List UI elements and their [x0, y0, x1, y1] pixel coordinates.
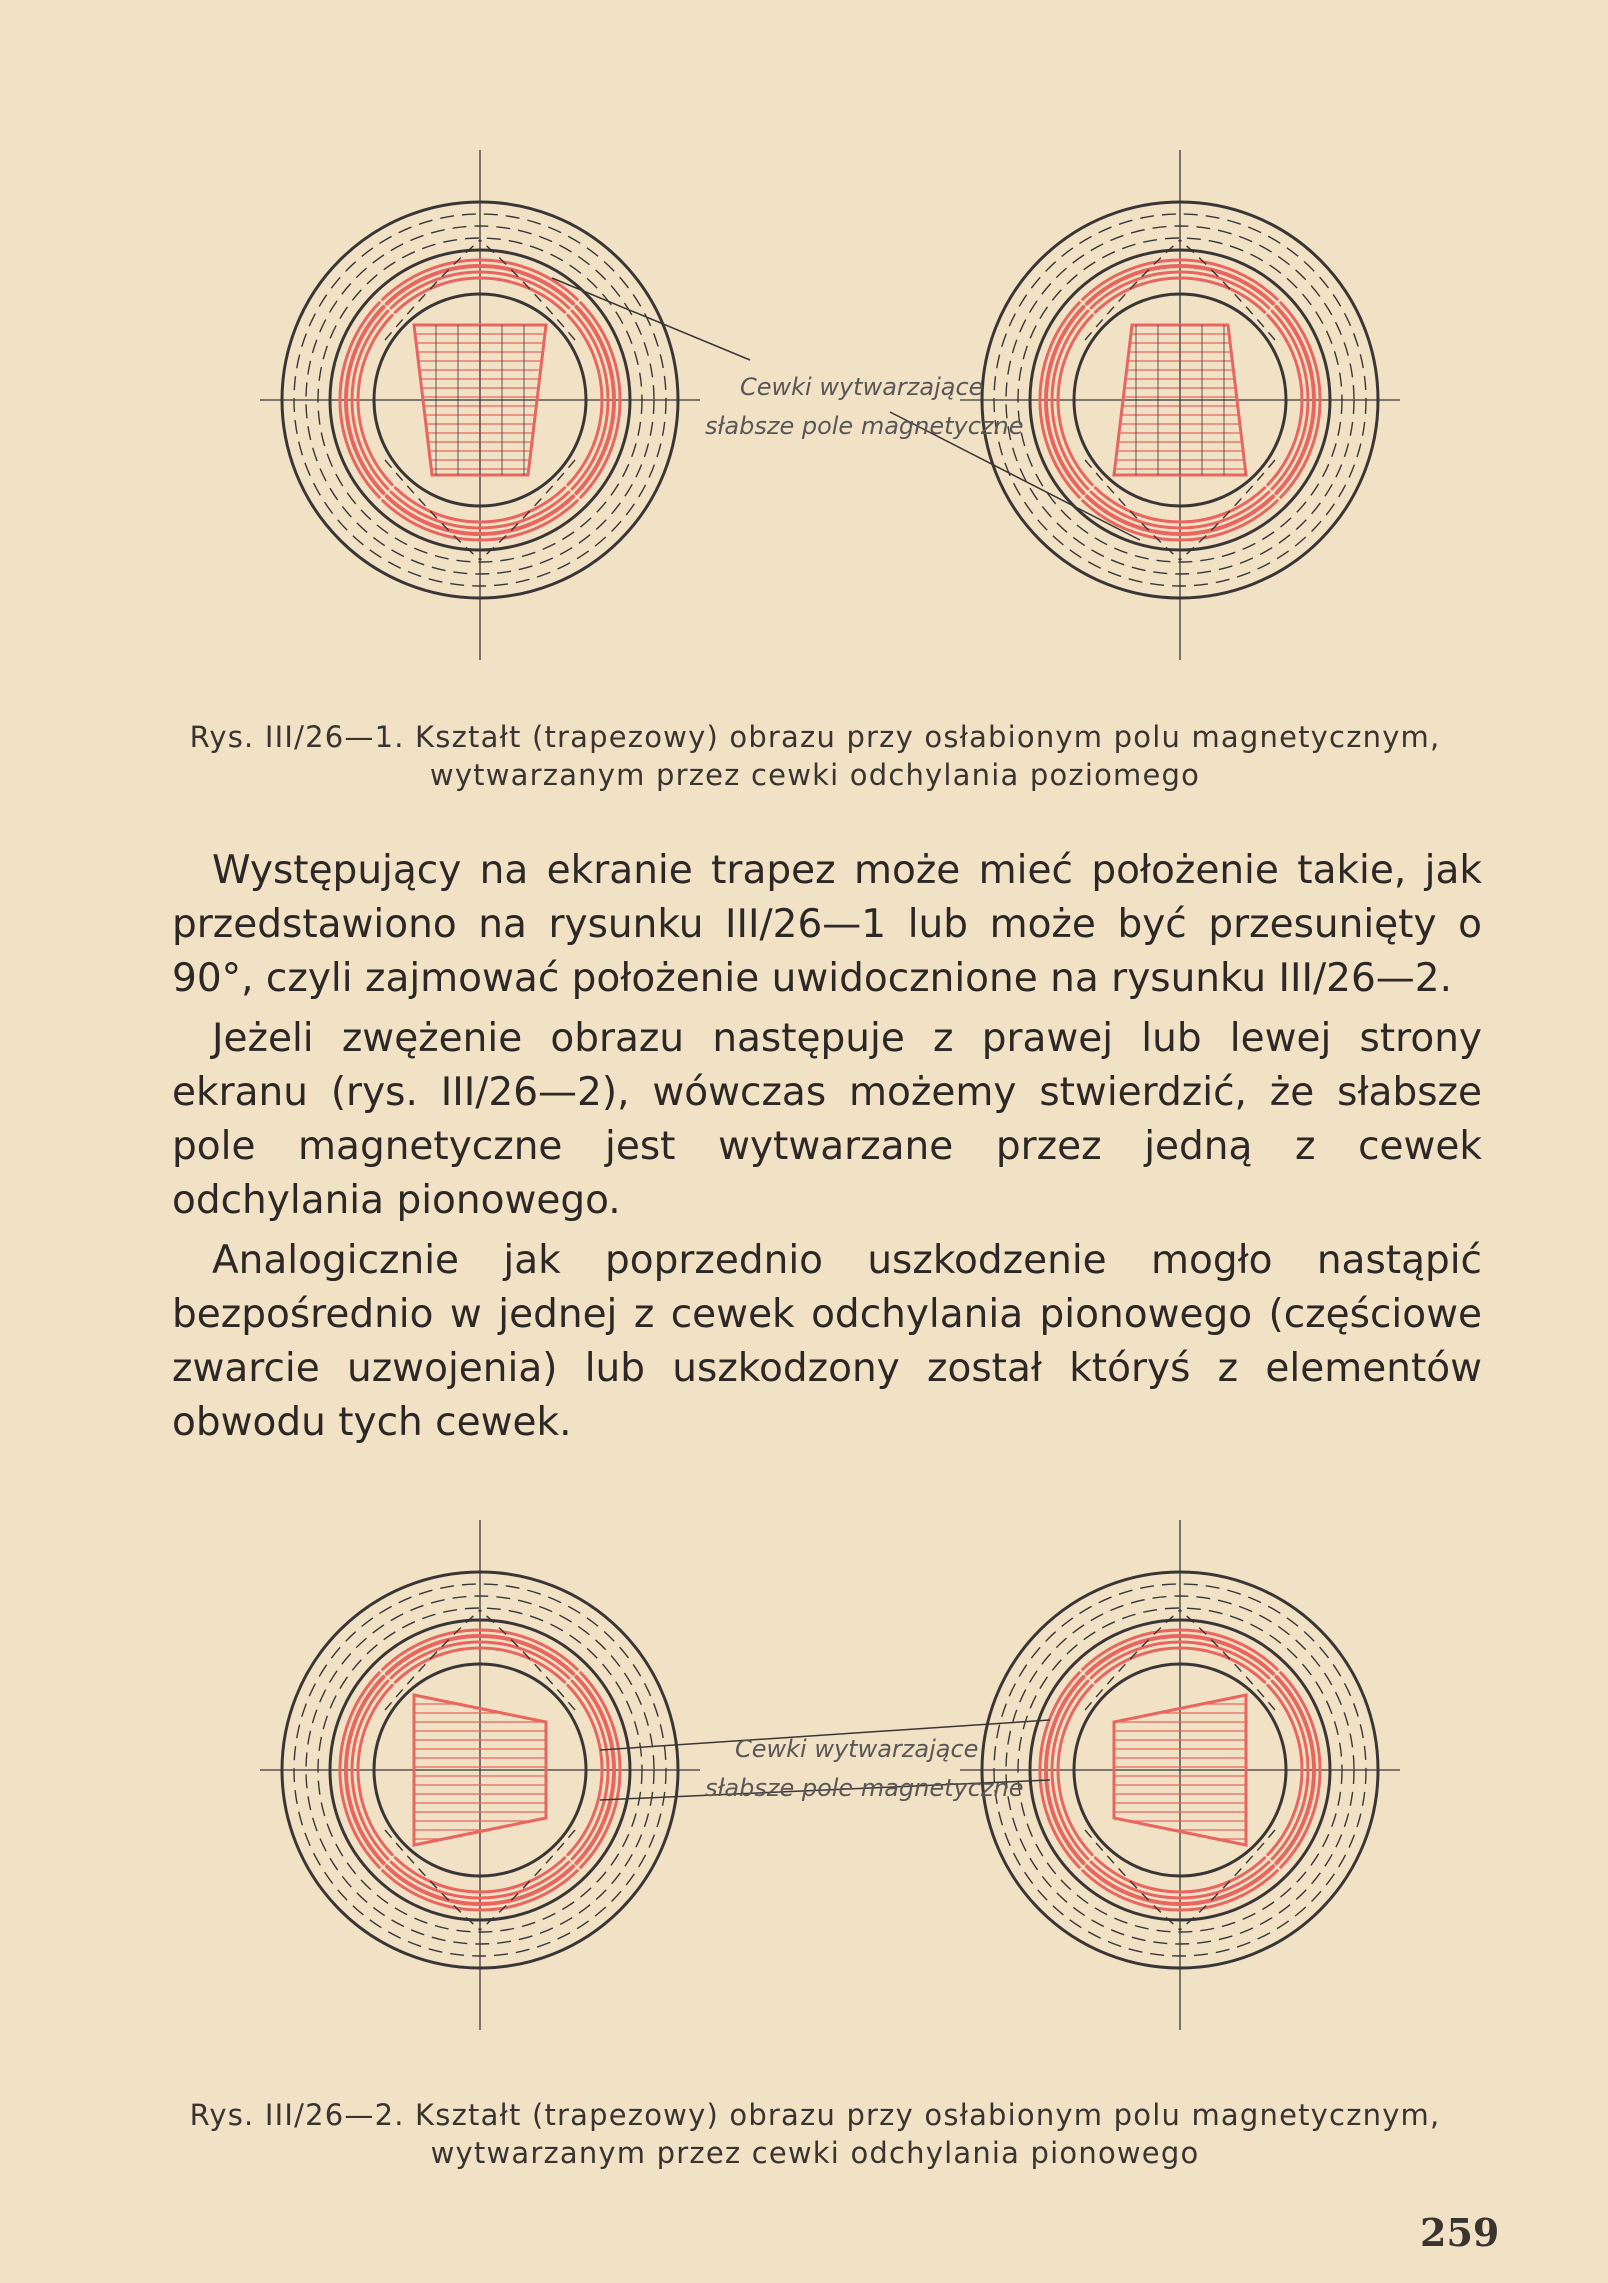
- yoke-left: [260, 150, 700, 660]
- body-text: [172, 844, 1482, 1456]
- paragraph-1: Występujący na ekranie trapez może mieć położenie takie, jak przedstawiono na rysunku III/26—1 lub może być przesunięty o 90°, czyli zajmować położenie uwidocznione na rysunku III/26—2.: [172, 848, 1482, 1001]
- label-leader-1: [552, 278, 750, 360]
- yoke-right: [960, 150, 1400, 660]
- figure-1-diagram: [0, 110, 1608, 710]
- label-line-1: Cewki wytwarzające: [740, 373, 984, 401]
- label-line-2: słabsze pole magnetyczne: [705, 1774, 1024, 1802]
- paragraph-2: Jeżeli zwężenie obrazu następuje z prawej lub lewej strony ekranu (rys. III/26—2), wówczas możemy stwierdzić, że słabsze pole magnetyczne jest wytwarzane przez jedną z cewek odchylania pionowego.: [172, 1016, 1482, 1223]
- figure-2-caption: Rys. III/26—2. Kształt (trapezowy) obrazu przy osłabionym polu magnetycznym, wytwarzanym przez cewki odchylania pionowego: [189, 2098, 1441, 2170]
- figure-1-caption: Rys. III/26—1. Kształt (trapezowy) obrazu przy osłabionym polu magnetycznym, wytwarzanym przez cewki odchylania poziomego: [189, 720, 1441, 792]
- paragraph-3: Analogicznie jak poprzednio uszkodzenie mogło nastąpić bezpośrednio w jednej z cewek odchylania pionowego (częściowe zwarcie uzwojenia) lub uszkodzony został któryś z elementów obwodu tych cewek.: [172, 1238, 1482, 1445]
- page-number: 259: [1420, 2210, 1500, 2255]
- yoke-right: [960, 1520, 1400, 2030]
- figure-2-diagram: [0, 1480, 1608, 2040]
- yoke-left: [260, 1520, 700, 2030]
- label-line-2: słabsze pole magnetyczne: [705, 412, 1024, 440]
- label-line-1: Cewki wytwarzające: [735, 1735, 979, 1763]
